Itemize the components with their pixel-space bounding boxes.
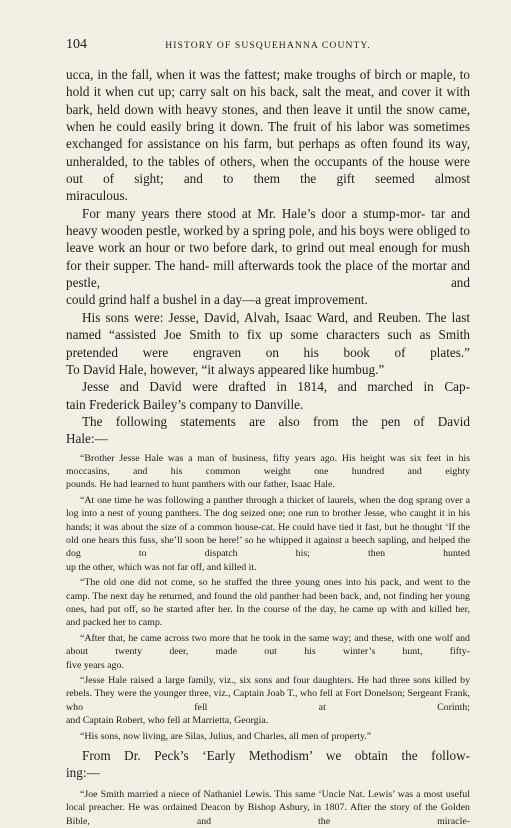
quoted-paragraph: “Joe Smith married a niece of Nathaniel Lewis. This same ‘Uncle Nat. Lewis’ was a most useful local preacher. He was ordained Deacon by Bishop Asbury, in 1807. After the story of the Golden Bible, and the miracle-: [66, 788, 470, 827]
quoted-paragraph: “His sons, now living, are Silas, Julius, and Charles, all men of property.”: [80, 730, 372, 742]
paragraph-end-line: miraculous.: [66, 188, 128, 204]
running-title: HISTORY OF SUSQUEHANNA COUNTY.: [165, 40, 371, 51]
quoted-paragraph-end-line: pounds. He had learned to hunt panthers with our father, Isaac Hale.: [66, 479, 335, 491]
quoted-paragraph-end-line: up the other, which was not far off, and killed it.: [66, 561, 257, 573]
paragraph-end-line: ing:—: [66, 765, 100, 781]
quoted-paragraph: “At one time he was following a panther through a thicket of laurels, when the dog sprang over a log into a nest of young panthers. The dog seized one; one run to brother Jesse, who caught it in his hands; it was about the size of a common house-cat. He could have tied it fast, but he thought ‘If the old one hears this fuss, she’ll soon be here!’ so he whipped it against a beech sapling, and helped the dog to dispatch his; then hunted: [66, 494, 471, 560]
paragraph-end-line: tain Frederick Bailey’s company to Danville.: [66, 396, 304, 412]
quoted-paragraph: “The old one did not come, so he stuffed the three young ones into his pack, and went to the camp. The next day he returned, and found the old panther had been back, and, not finding her young ones, had put off, so he started after her. In the course of the day, he came up with and killed her,: [66, 577, 471, 616]
paragraph: ucca, in the fall, when it was the fattest; make troughs of birch or maple, to hold it when cut up; carry salt on his back, salt the meat, and cover it with bark, held down with heavy stones, and then leave it until the snow came, when he could easily bring it down. The fruit of his labor was sometimes exchanged for assistance on his farm, but perhaps as often found its way, unheralded, to the tables of others, when the occupants of the house were out of sight; and to them the gift seemed almost: [66, 67, 471, 187]
quoted-paragraph-end-line: and Captain Robert, who fell at Marrietta, Georgia.: [66, 715, 269, 727]
paragraph-end-line: To David Hale, however, “it always appeared like humbug.”: [66, 361, 385, 377]
paragraph: The following statements are also from the pen of David: [82, 413, 470, 429]
quoted-paragraph-end-line: five years ago.: [66, 659, 124, 671]
page-number: 104: [66, 37, 87, 52]
quoted-paragraph: “Jesse Hale raised a large family, viz., six sons and four daughters. He had three sons killed by rebels. They were the younger three, viz., Captain Joab T., who fell at Fort Donelson; Sergeant Frank, who fell at Corinth;: [66, 675, 471, 713]
quoted-paragraph: “Brother Jesse Hale was a man of business, fifty years ago. His height was six feet in his moccasins, and his common weight one hundred and eighty: [66, 452, 470, 477]
paragraph: His sons were: Jesse, David, Alvah, Isaac Ward, and Reuben. The last named “assisted Joe Smith to fix up some characters such as Smith pretended were engraven on his book of plates.”: [66, 309, 471, 360]
page-body: [66, 66, 470, 828]
paragraph-end-line: could grind half a bushel in a day—a great improvement.: [66, 292, 368, 308]
page-header: [66, 37, 470, 55]
paragraph: Jesse and David were drafted in 1814, and marched in Cap-: [82, 379, 470, 395]
quoted-paragraph: “After that, he came across two more that he took in the same way; and these, with one wolf and about twenty deer, made out his winter’s hunt, fifty-: [66, 632, 470, 658]
quoted-paragraph-end-line: and packed her to camp.: [66, 617, 163, 629]
paragraph: From Dr. Peck’s ‘Early Methodism’ we obtain the follow-: [82, 748, 470, 764]
paragraph: For many years there stood at Mr. Hale’s door a stump-mor- tar and heavy wooden pestle, worked by a spring pole, and his boys were obliged to leave work an hour or two before dark, to grind out meal enough for mush for their supper. The hand- mill afterwards took the place of the mortar and pestle, and: [66, 205, 471, 291]
paragraph-end-line: Hale:—: [66, 431, 108, 447]
